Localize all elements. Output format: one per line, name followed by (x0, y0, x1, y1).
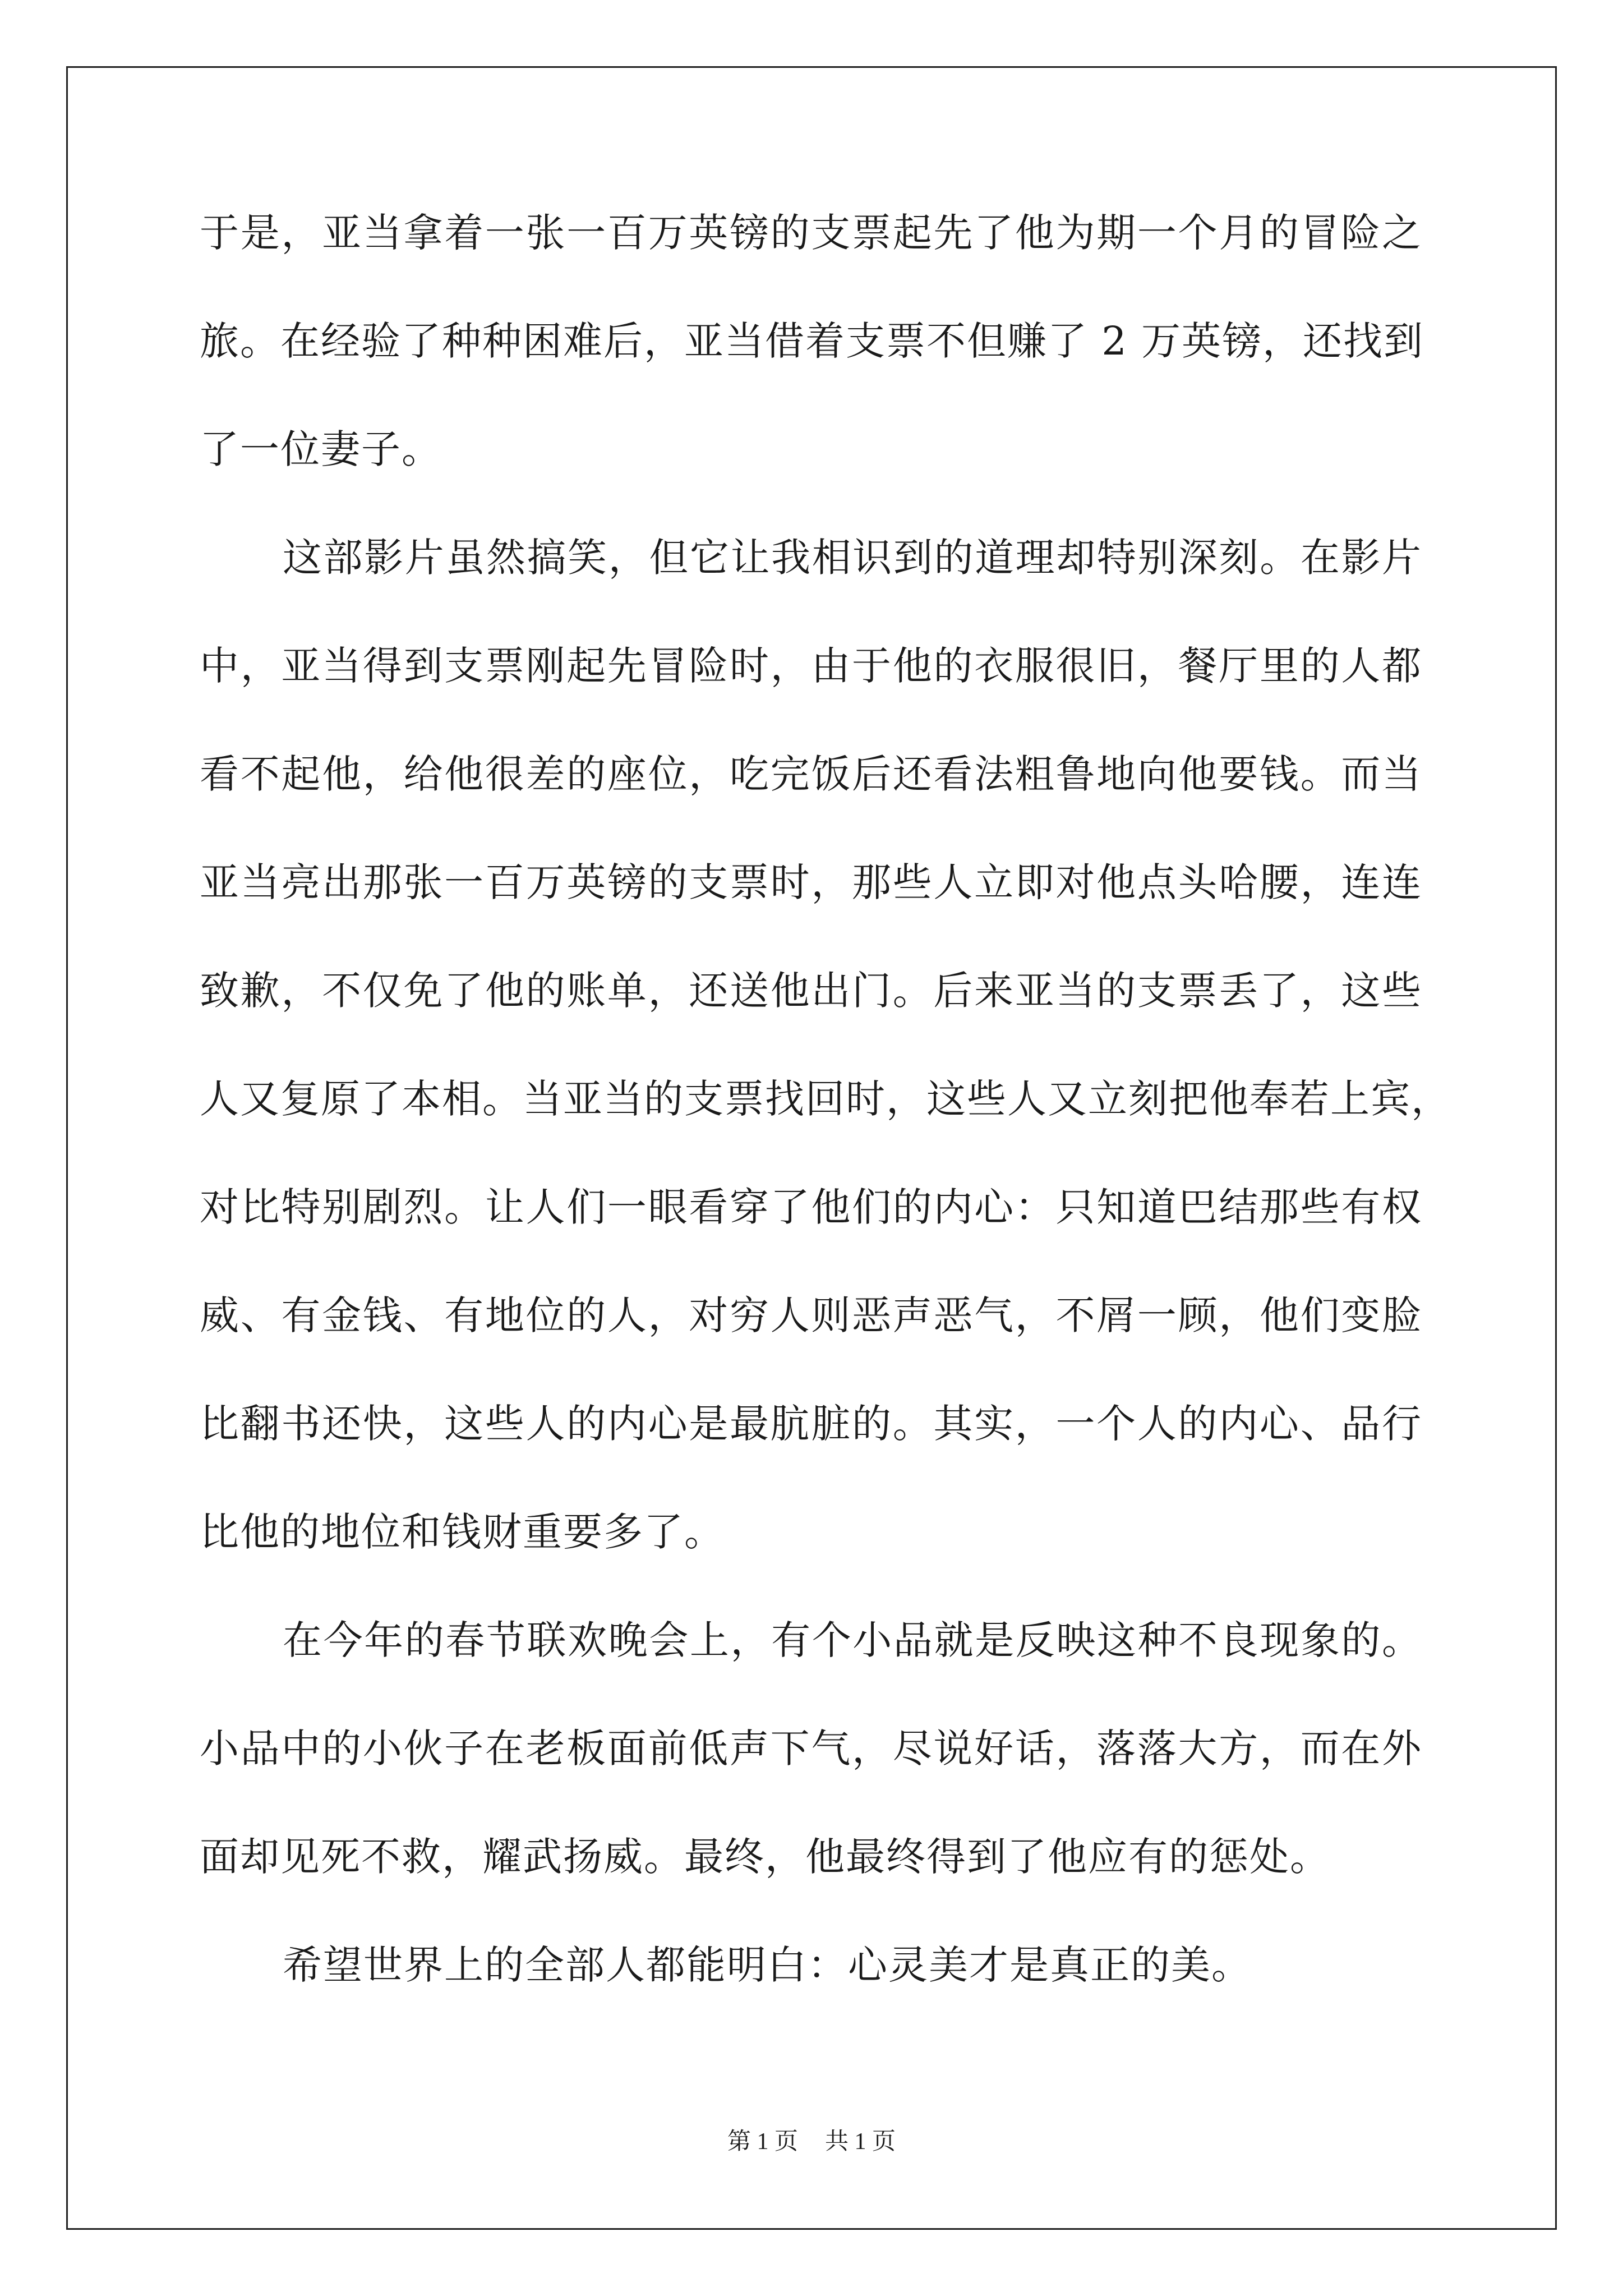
text-line: 对比特别剧烈。让人们一眼看穿了他们的内心：只知道巴结那些有权 (200, 1184, 1422, 1230)
text-line: 于是，亚当拿着一张一百万英镑的支票起先了他为期一个月的冒险之 (200, 210, 1422, 256)
text-line: 了一位妻子。 (200, 426, 442, 472)
text-line: 比他的地位和钱财重要多了。 (200, 1509, 725, 1555)
text-line: 小品中的小伙子在老板面前低声下气，尽说好话，落落大方，而在外 (200, 1726, 1422, 1772)
text-line: 希望世界上的全部人都能明白：心灵美才是真正的美。 (283, 1942, 1252, 1988)
document-body (200, 210, 1451, 2054)
text-line: 看不起他，给他很差的座位，吃完饭后还看法粗鲁地向他要钱。而当 (200, 751, 1422, 797)
text-line: 中，亚当得到支票刚起先冒险时，由于他的衣服很旧，餐厅里的人都 (200, 643, 1422, 689)
text-line: 威、有金钱、有地位的人，对穷人则恶声恶气，不屑一顾，他们变脸 (200, 1292, 1422, 1338)
text-line: 比翻书还快，这些人的内心是最肮脏的。其实，一个人的内心、品行 (200, 1401, 1422, 1447)
text-line: 在今年的春节联欢晚会上，有个小品就是反映这种不良现象的。 (283, 1617, 1422, 1663)
text-line: 致歉，不仅免了他的账单，还送他出门。后来亚当的支票丢了，这些 (200, 968, 1422, 1014)
text-line: 这部影片虽然搞笑，但它让我相识到的道理却特别深刻。在影片 (283, 535, 1422, 581)
page-number: 第 1 页 (727, 2129, 798, 2155)
text-line: 旅。在经验了种种困难后，亚当借着支票不但赚了 2 万英镑，还找到 (200, 318, 1424, 364)
page-total: 共 1 页 (825, 2129, 896, 2155)
text-line: 人又复原了本相。当亚当的支票找回时，这些人又立刻把他奉若上宾， (200, 1076, 1451, 1122)
page-footer (0, 2130, 1623, 2154)
text-line: 面却见死不救，耀武扬威。最终，他最终得到了他应有的惩处。 (200, 1834, 1330, 1880)
text-line: 亚当亮出那张一百万英镑的支票时，那些人立即对他点头哈腰，连连 (200, 859, 1422, 905)
